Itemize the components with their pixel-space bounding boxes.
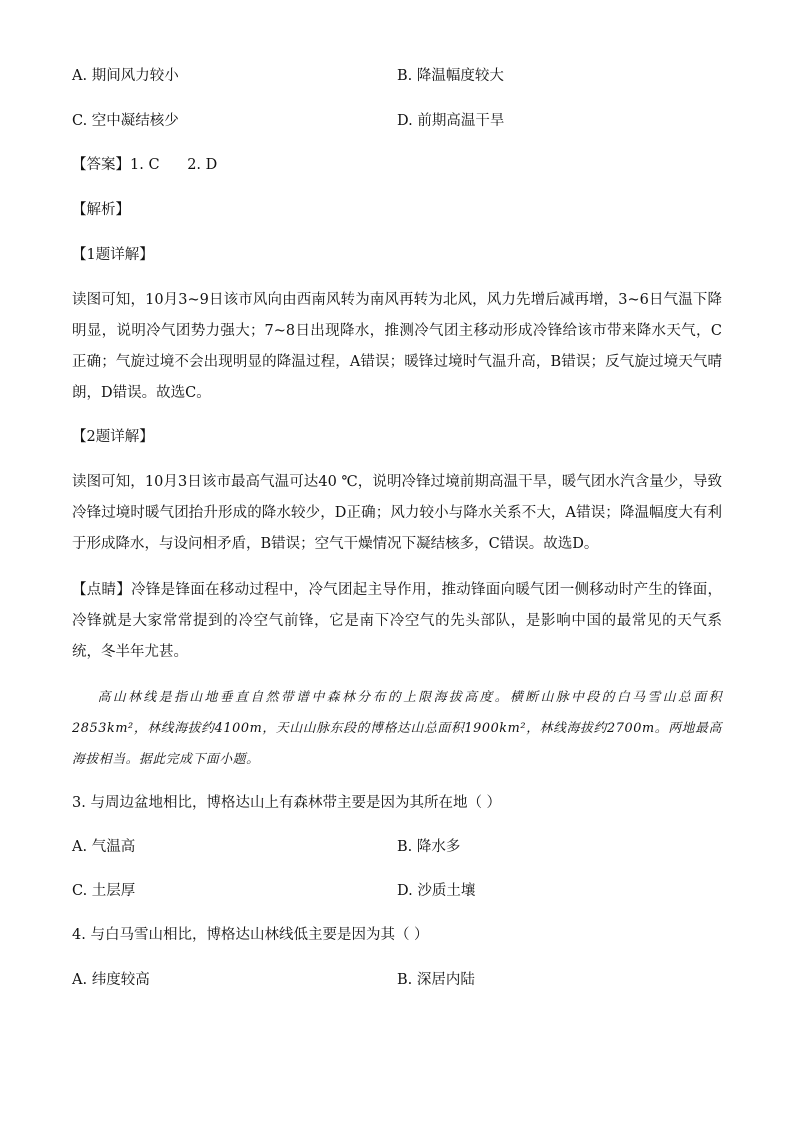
q2-detail-text: 读图可知，10月3日该市最高气温可达40 ℃，说明冷锋过境前期高温干旱，暖气团水汽含量少，导致冷锋过境时暖气团抬升形成的降水较少，D正确；风力较小与降水关系不大，A错误；降温幅度大有利于形成降水，与设问相矛盾，B错误；空气干燥情况下凝结核多，C错误。故选D。	[72, 474, 722, 552]
q3-option-a: A. 气温高	[72, 839, 136, 855]
q2-option-a: A. 期间风力较小	[72, 68, 179, 84]
q3-options-row-2	[72, 881, 722, 901]
reading-passage: 高山林线是指山地垂直自然带谱中森林分布的上限海拔高度。横断山脉中段的白马雪山总面积2853km²，林线海拔约4100m，天山山脉东段的博格达山总面积1900km²，林线海拔约2700m。两地最高海拔相当。据此完成下面小题。	[72, 690, 722, 767]
tip-text: 【点睛】冷锋是锋面在移动过程中，冷气团起主导作用，推动锋面向暖气团一侧移动时产生的锋面，冷锋就是大家常常提到的冷空气前锋，它是南下冷空气的先头部队，是影响中国的最常见的天气系统，冬半年尤甚。	[72, 582, 722, 660]
q3-option-b: B. 降水多	[397, 839, 461, 855]
q2-option-c: C. 空中凝结核少	[72, 113, 179, 129]
q1-detail-text: 读图可知，10月3~9日该市风向由西南风转为南风再转为北风，风力先增后减再增，3~6日气温下降明显，说明冷气团势力强大；7~8日出现降水，推测冷气团主移动形成冷锋给该市带来降水天气，C正确；气旋过境不会出现明显的降温过程，A错误；暖锋过境时气温升高，B错误；反气旋过境天气晴朗，D错误。故选C。	[72, 292, 722, 401]
q2-options-row-1	[72, 66, 722, 86]
q3-option-d: D. 沙质土壤	[397, 883, 476, 899]
q4-stem: 4. 与白马雪山相比，博格达山林线低主要是因为其（ ）	[72, 927, 429, 943]
q4-option-b: B. 深居内陆	[397, 972, 475, 988]
q2-options-row-2	[72, 111, 722, 131]
q2-option-b: B. 降温幅度较大	[397, 68, 504, 84]
q3-stem: 3. 与周边盆地相比，博格达山上有森林带主要是因为其所在地（ ）	[72, 795, 502, 811]
analysis-heading: 【解析】	[72, 202, 130, 218]
q2-option-d: D. 前期高温干旱	[397, 113, 505, 129]
q3-options-row-1	[72, 837, 722, 857]
q4-options-row-1	[72, 970, 722, 990]
q2-detail-heading: 【2题详解】	[72, 429, 154, 445]
q3-option-c: C. 土层厚	[72, 883, 136, 899]
q4-option-a: A. 纬度较高	[72, 972, 150, 988]
q1-detail-heading: 【1题详解】	[72, 247, 154, 263]
answer-line: 【答案】1. C 2. D	[72, 157, 218, 173]
